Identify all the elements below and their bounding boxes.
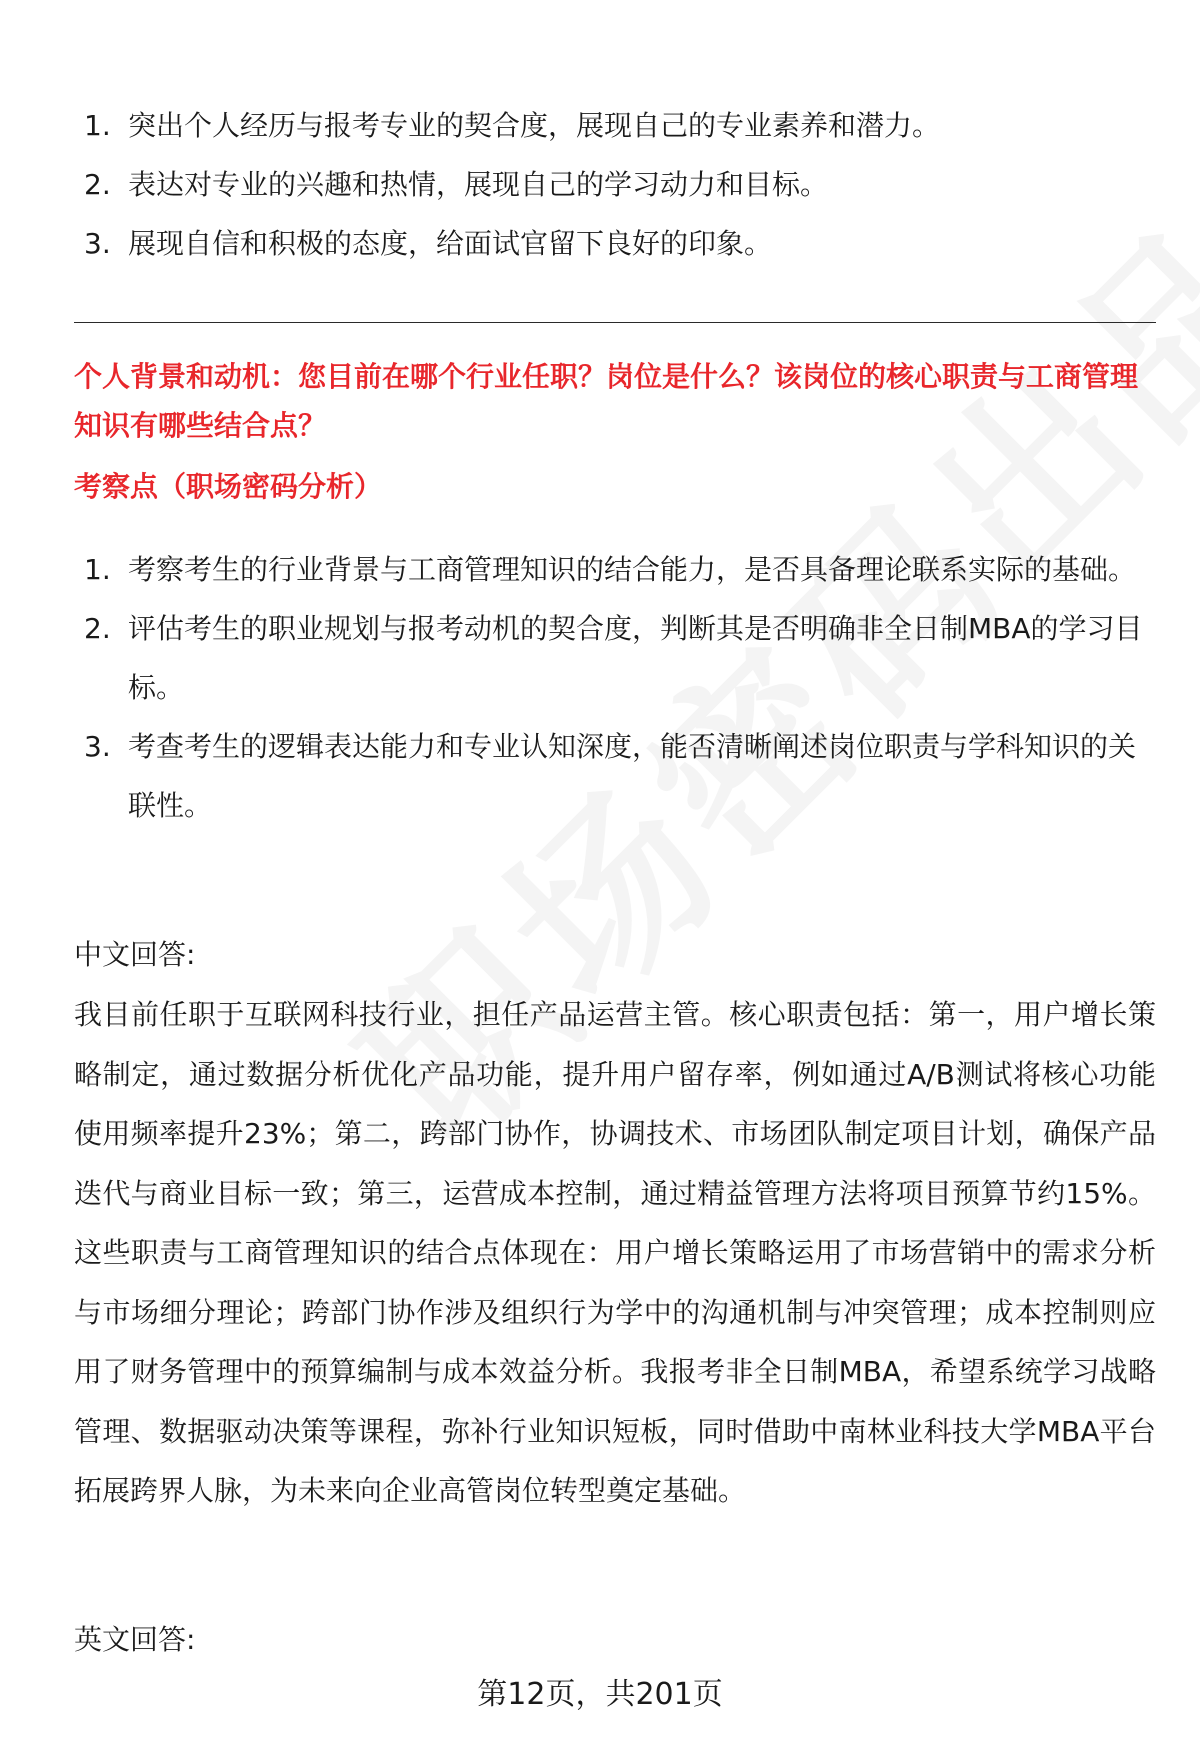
list-number: 2. bbox=[84, 168, 111, 201]
chinese-answer-text: 我目前任职于互联网科技行业，担任产品运营主管。核心职责包括：第一，用户增长策略制定，通过数据分析优化产品功能，提升用户留存率，例如通过A/B测试将核心功能使用频率提升23%；第二，跨部门协作，协调技术、市场团队制定项目计划，确保产品迭代与商业目标一致；第三，运营成本控制，通过精益管理方法将项目预算节约15%。这些职责与工商管理知识的结合点体现在：用户增长策略运用了市场营销中的需求分析与市场细分理论；跨部门协作涉及组织行为学中的沟通机制与冲突管理；成本控制则应用了财务管理中的预算编制与成本效益分析。我报考非全日制MBA，希望系统学习战略管理、数据驱动决策等课程，弥补行业知识短板，同时借助中南林业科技大学MBA平台拓展跨界人脉，为未来向企业高管岗位转型奠定基础。 bbox=[74, 998, 1156, 1507]
question-heading: 个人背景和动机：您目前在哪个行业任职？岗位是什么？该岗位的核心职责与工商管理知识有哪些结合点？ bbox=[74, 360, 1139, 442]
english-answer-heading: 英文回答: bbox=[74, 1623, 196, 1656]
page-footer: 第12页，共201页 bbox=[477, 1677, 723, 1712]
list-item bbox=[74, 155, 1154, 214]
list-number: 2. bbox=[84, 612, 111, 645]
list-item bbox=[74, 540, 1154, 599]
list-text: 考查考生的逻辑表达能力和专业认知深度，能否清晰阐述岗位职责与学科知识的关联性。 bbox=[128, 730, 1137, 822]
chinese-answer-heading: 中文回答: bbox=[74, 938, 196, 971]
list-item bbox=[74, 599, 1154, 717]
list-number: 3. bbox=[84, 227, 111, 260]
section-divider bbox=[74, 322, 1156, 323]
list-text: 表达对专业的兴趣和热情，展现自己的学习动力和目标。 bbox=[128, 168, 829, 201]
list-text: 展现自信和积极的态度，给面试官留下良好的印象。 bbox=[128, 227, 773, 260]
list-number: 1. bbox=[84, 553, 111, 586]
list-text: 突出个人经历与报考专业的契合度，展现自己的专业素养和潜力。 bbox=[128, 109, 941, 142]
list-item bbox=[74, 717, 1154, 835]
list-item bbox=[74, 214, 1154, 273]
list-number: 3. bbox=[84, 730, 111, 763]
analysis-list bbox=[74, 540, 1154, 835]
list-item bbox=[74, 96, 1154, 155]
list-text: 考察考生的行业背景与工商管理知识的结合能力，是否具备理论联系实际的基础。 bbox=[128, 553, 1137, 586]
intro-list bbox=[74, 96, 1154, 273]
list-number: 1. bbox=[84, 109, 111, 142]
list-text: 评估考生的职业规划与报考动机的契合度，判断其是否明确非全日制MBA的学习目标。 bbox=[128, 612, 1143, 704]
analysis-heading: 考察点（职场密码分析） bbox=[74, 470, 383, 503]
